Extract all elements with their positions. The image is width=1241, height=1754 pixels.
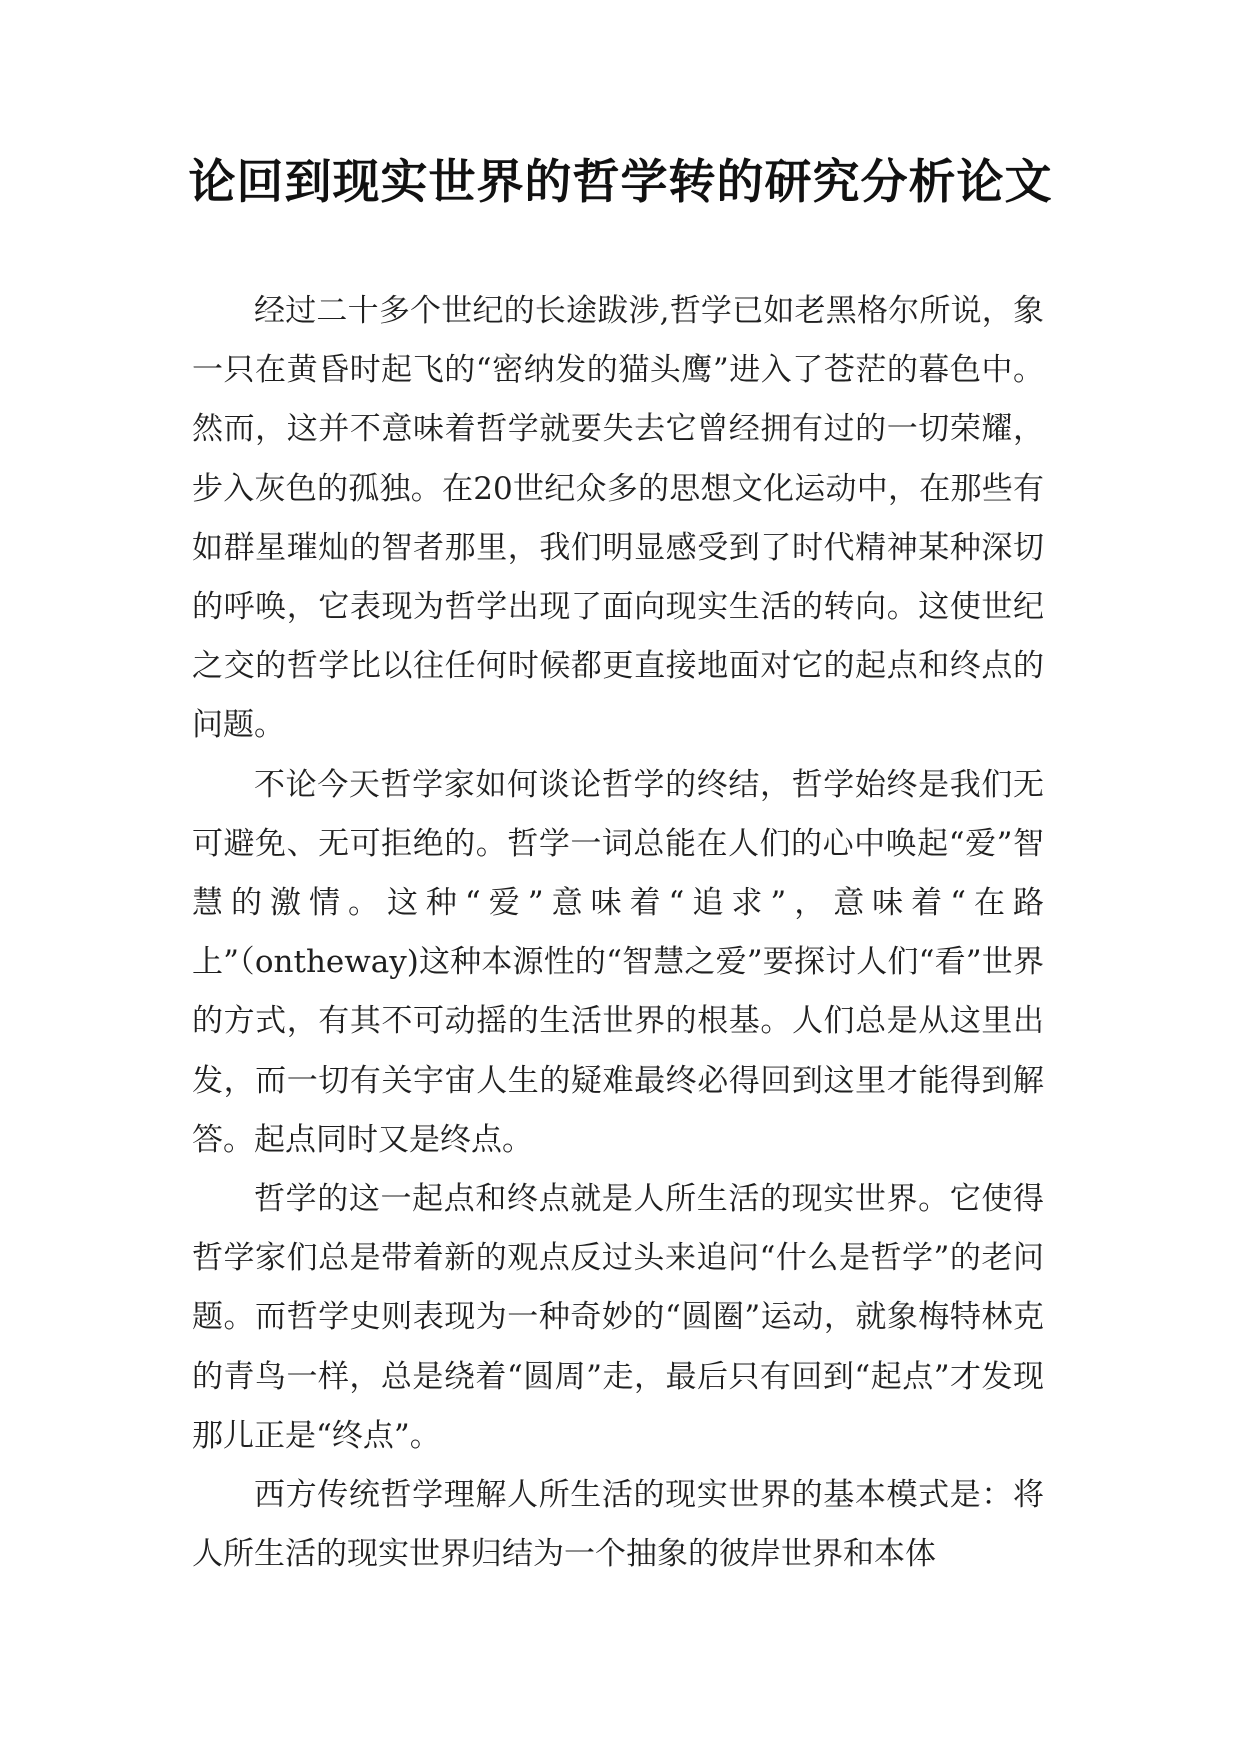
paragraph-2: 不论今天哲学家如何谈论哲学的终结，哲学始终是我们无可避免、无可拒绝的。哲学一词总能在人们的心中唤起“爱”智慧的激情。这种“爱”意味着“追求”，意味着“在路上”（ontheway)这种本源性的“智慧之爱”要探讨人们“看”世界的方式，有其不可动摇的生活世界的根基。人们总是从这里出发，而一切有关宇宙人生的疑难最终必得回到这里才能得到解答。起点同时又是终点。: [192, 766, 1044, 1158]
document-body: [192, 282, 1044, 1584]
document-title: 论回到现实世界的哲学转的研究分析论文: [188, 155, 1053, 210]
paragraph-4: 西方传统哲学理解人所生活的现实世界的基本模式是：将人所生活的现实世界归结为一个抽象的彼岸世界和本体: [192, 1477, 1044, 1573]
paragraph-3: 哲学的这一起点和终点就是人所生活的现实世界。它使得哲学家们总是带着新的观点反过头来追问“什么是哲学”的老问题。而哲学史则表现为一种奇妙的“圆圈”运动，就象梅特林克的青鸟一样，总是绕着“圆周”走，最后只有回到“起点”才发现那儿正是“终点”。: [192, 1181, 1044, 1454]
paragraph-1: 经过二十多个世纪的长途跋涉,哲学已如老黑格尔所说，象一只在黄昏时起飞的“密纳发的猫头鹰”进入了苍茫的暮色中。然而，这并不意味着哲学就要失去它曾经拥有过的一切荣耀，步入灰色的孤独。在20世纪众多的思想文化运动中，在那些有如群星璀灿的智者那里，我们明显感受到了时代精神某种深切的呼唤，它表现为哲学出现了面向现实生活的转向。这使世纪之交的哲学比以往任何时候都更直接地面对它的起点和终点的问题。: [192, 293, 1044, 744]
